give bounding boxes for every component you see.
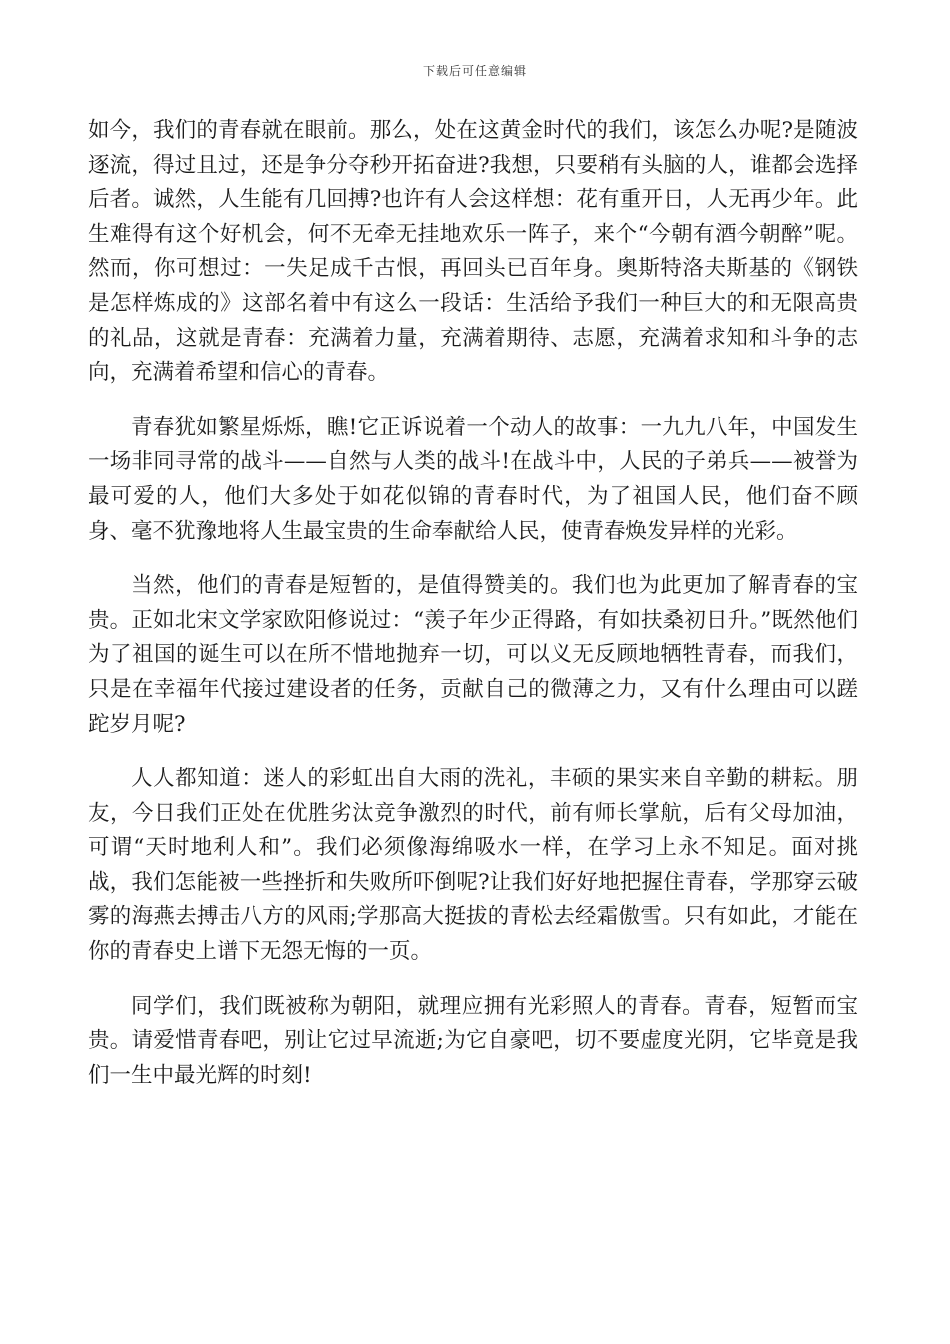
paragraph-3: 当然，他们的青春是短暂的，是值得赞美的。我们也为此更加了解青春的宝贵。正如北宋文学家欧阳修说过：“羡子年少正得路，有如扶桑初日升。”既然他们为了祖国的诞生可以在所不惜地抛弃一切，可以义无反顾地牺牲青春，而我们，只是在幸福年代接过建设者的任务，贡献自己的微薄之力，又有什么理由可以蹉跎岁月呢?	[88, 573, 858, 737]
paragraph-1: 如今，我们的青春就在眼前。那么，处在这黄金时代的我们，该怎么办呢?是随波逐流，得过且过，还是争分夺秒开拓奋进?我想，只要稍有头脑的人，谁都会选择后者。诚然，人生能有几回搏?也许有人会这样想：花有重开日，人无再少年。此生难得有这个好机会，何不无牵无挂地欢乐一阵子，来个“今朝有酒今朝醉”呢。然而，你可想过：一失足成千古恨，再回头已百年身。奥斯特洛夫斯基的《钢铁是怎样炼成的》这部名着中有这么一段话：生活给予我们一种巨大的和无限高贵的礼品，这就是青春：充满着力量，充满着期待、志愿，充满着求知和斗争的志向，充满着希望和信心的青春。	[88, 118, 858, 386]
page-header: 下载后可任意编辑	[422, 64, 527, 78]
paragraph-5: 同学们，我们既被称为朝阳，就理应拥有光彩照人的青春。青春，短暂而宝贵。请爱惜青春吧，别让它过早流逝;为它自豪吧，切不要虚度光阴，它毕竟是我们一生中最光辉的时刻!	[88, 993, 858, 1088]
paragraph-2: 青春犹如繁星烁烁，瞧!它正诉说着一个动人的故事：一九九八年，中国发生一场非同寻常的战斗——自然与人类的战斗!在战斗中，人民的子弟兵——被誉为最可爱的人，他们大多处于如花似锦的青春时代，为了祖国人民，他们奋不顾身、毫不犹豫地将人生最宝贵的生命奉献给人民，使青春焕发异样的光彩。	[88, 414, 858, 544]
document-body	[88, 114, 858, 1113]
paragraph-4: 人人都知道：迷人的彩虹出自大雨的洗礼，丰硕的果实来自辛勤的耕耘。朋友，今日我们正处在优胜劣汰竞争激烈的时代，前有师长掌航，后有父母加油，可谓“天时地利人和”。我们必须像海绵吸水一样，在学习上永不知足。面对挑战，我们怎能被一些挫折和失败所吓倒呢?让我们好好地把握住青春，学那穿云破雾的海燕去搏击八方的风雨;学那高大挺拔的青松去经霜傲雪。只有如此，才能在你的青春史上谱下无怨无悔的一页。	[88, 766, 858, 965]
